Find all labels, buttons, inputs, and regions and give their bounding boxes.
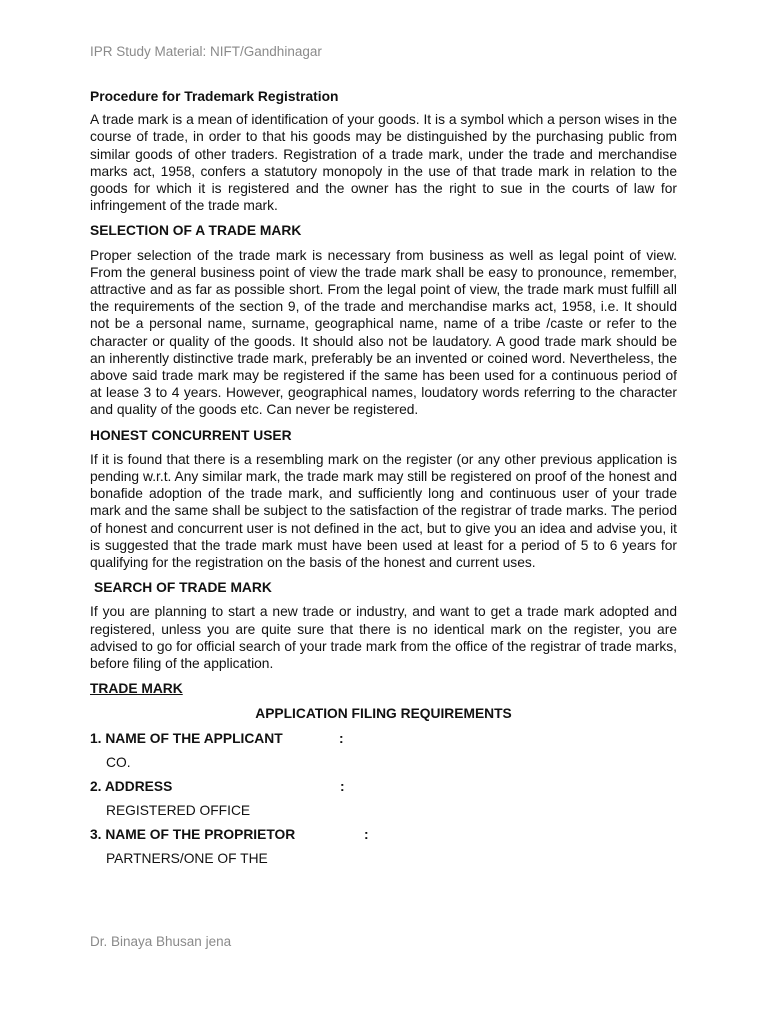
requirement-row	[90, 826, 677, 846]
section-heading-search: SEARCH OF TRADE MARK	[94, 580, 272, 596]
requirement-colon: :	[340, 778, 345, 794]
section-body-honest-concurrent-user: If it is found that there is a resembling mark on the register (or any other previous application is pending w.r.t. Any similar mark, the trade mark may still be registered on proof of the honest and bonafide adoption of the trade mark, and sufficiently long and continuous user of your trade mark and the same shall be subject to the satisfaction of the registrar of trade marks. The period of honest and concurrent user is not defined in the act, but to give you an idea and advise you, it is suggested that the trade mark must have been used at least for a period of 5 to 6 years for qualifying for the registration on the basis of the honest and current uses.	[90, 451, 677, 571]
section-heading-selection: SELECTION OF A TRADE MARK	[90, 223, 302, 239]
section-body-selection: Proper selection of the trade mark is necessary from business as well as legal point of view. From the general business point of view the trade mark shall be easy to pronounce, remember, attractive and as far as possible short. From the legal point of view, the trade mark must fulfill all the requirements of the section 9, of the trade and merchandise marks act, 1958, i.e. It should not be a personal name, surname, geographical name, name of a tribe /caste or refer to the character or quality of the goods. It should also not be laudatory. A good trade mark should be an inherently distinctive trade mark, preferably be an invented or coined word. Nevertheless, the above said trade mark may be registered if the same has been used for a continuous period of at lease 3 to 4 years. However, geographical names, loudatory words referring to the character and quality of the goods etc. Can never be registered.	[90, 247, 677, 418]
requirement-colon: :	[339, 730, 344, 746]
page-footer: Dr. Binaya Bhusan jena	[90, 934, 232, 949]
requirement-value: CO.	[106, 754, 131, 770]
section-heading-honest-concurrent-user: HONEST CONCURRENT USER	[90, 427, 292, 443]
requirement-row	[90, 778, 677, 798]
intro-paragraph: A trade mark is a mean of identification of your goods. It is a symbol which a person wises in the course of trade, in order to that his goods may be distinguished by the purchasing public from similar goods of other traders. Registration of a trade mark, under the trade and merchandise marks act, 1958, confers a statutory monopoly in the use of that trade mark in relation to the goods for which it is registered and the owner has the right to sue in the courts of law for infringement of the trade mark.	[90, 112, 677, 214]
requirement-value: REGISTERED OFFICE	[106, 802, 251, 818]
page-header: IPR Study Material: NIFT/Gandhinagar	[90, 44, 322, 59]
requirement-row	[90, 730, 677, 750]
requirement-colon: :	[364, 826, 369, 842]
requirement-label: 3. NAME OF THE PROPRIETOR	[90, 826, 296, 842]
requirement-label: 2. ADDRESS	[90, 778, 173, 794]
document-body	[90, 88, 677, 870]
trade-mark-heading: TRADE MARK	[90, 681, 183, 697]
filing-requirements-heading: APPLICATION FILING REQUIREMENTS	[255, 705, 512, 721]
section-body-search: If you are planning to start a new trade or industry, and want to get a trade mark adopted and registered, unless you are quite sure that there is no identical mark on the register, you are advised to go for official search of your trade mark from the office of the registrar of trade marks, before filing of the application.	[90, 604, 677, 672]
document-title: Procedure for Trademark Registration	[90, 89, 339, 104]
requirement-value: PARTNERS/ONE OF THE	[106, 850, 268, 866]
requirement-label: 1. NAME OF THE APPLICANT	[90, 730, 283, 746]
